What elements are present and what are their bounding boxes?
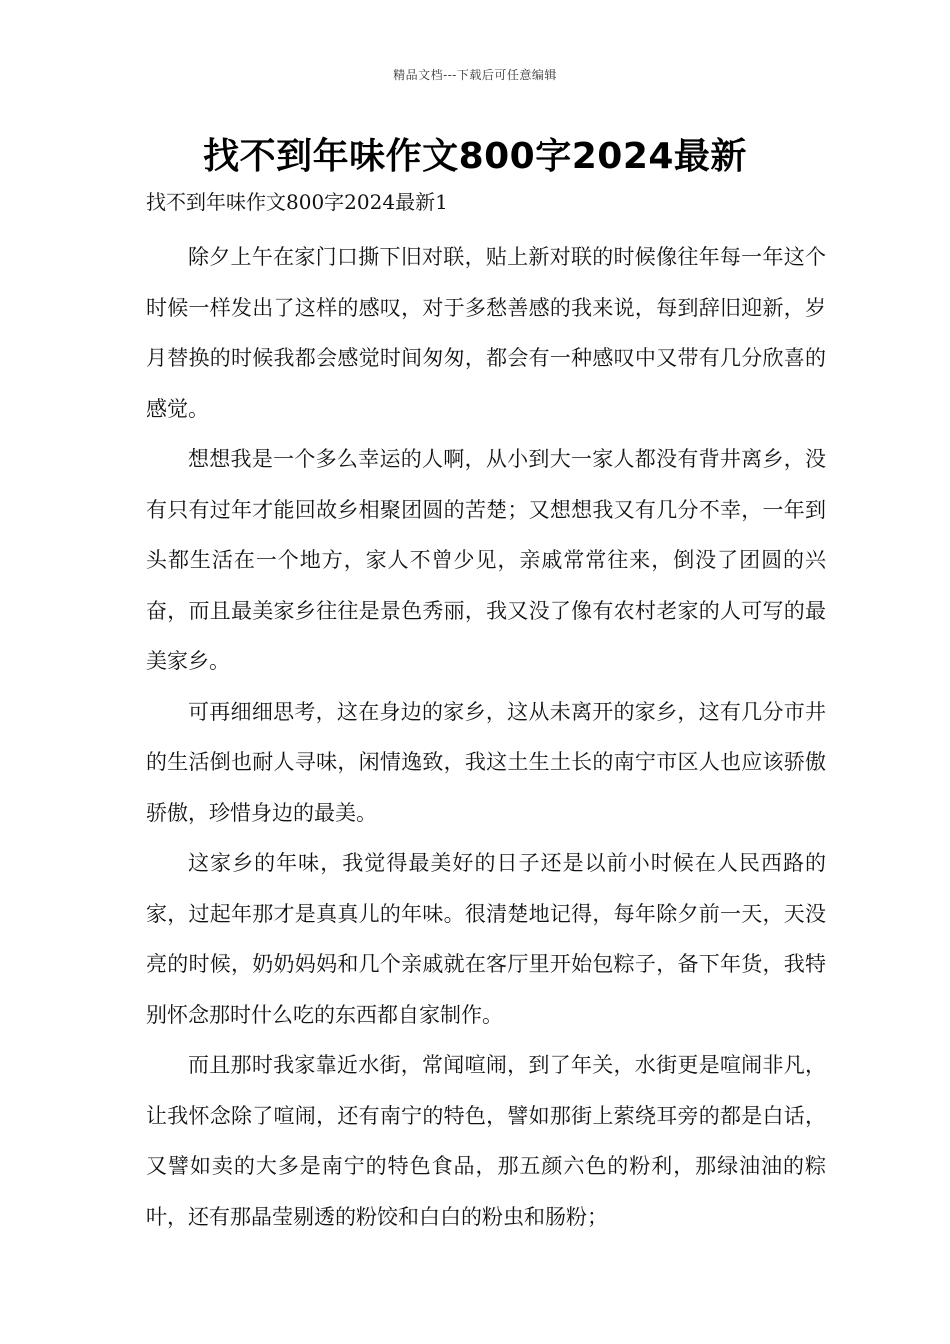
paragraph: 想想我是一个多么幸运的人啊，从小到大一家人都没有背井离乡，没有只有过年才能回故乡相聚团圆的苦楚；又想想我又有几分不幸，一年到头都生活在一个地方，家人不曾少见，亲戚常常往来，倒没了团圆的兴奋，而且最美家乡往往是景色秀丽，我又没了像有农村老家的人可写的最美家乡。 — [146, 447, 826, 673]
header-note: 精品文档---下载后可任意编辑 — [393, 68, 557, 82]
body-text — [146, 232, 826, 1242]
section-subtitle: 找不到年味作文800字2024最新1 — [146, 190, 448, 214]
paragraph: 除夕上午在家门口撕下旧对联，贴上新对联的时候像往年每一年这个时候一样发出了这样的感叹，对于多愁善感的我来说，每到辞旧迎新，岁月替换的时候我都会感觉时间匆匆，都会有一种感叹中又带有几分欣喜的感觉。 — [146, 245, 826, 421]
paragraph: 这家乡的年味，我觉得最美好的日子还是以前小时候在人民西路的家，过起年那才是真真儿的年味。很清楚地记得，每年除夕前一天，天没亮的时候，奶奶妈妈和几个亲戚就在客厅里开始包粽子，备下年货，我特别怀念那时什么吃的东西都自家制作。 — [146, 851, 826, 1027]
document-title: 找不到年味作文800字2024最新 — [203, 136, 747, 177]
paragraph: 可再细细思考，这在身边的家乡，这从未离开的家乡，这有几分市井的生活倒也耐人寻味，闲情逸致，我这土生土长的南宁市区人也应该骄傲骄傲，珍惜身边的最美。 — [146, 699, 826, 825]
paragraph: 而且那时我家靠近水街，常闻喧闹，到了年关，水街更是喧闹非凡，让我怀念除了喧闹，还有南宁的特色，譬如那街上萦绕耳旁的都是白话，又譬如卖的大多是南宁的特色食品，那五颜六色的粉利，那绿油油的粽叶，还有那晶莹剔透的粉饺和白白的粉虫和肠粉； — [146, 1053, 826, 1229]
